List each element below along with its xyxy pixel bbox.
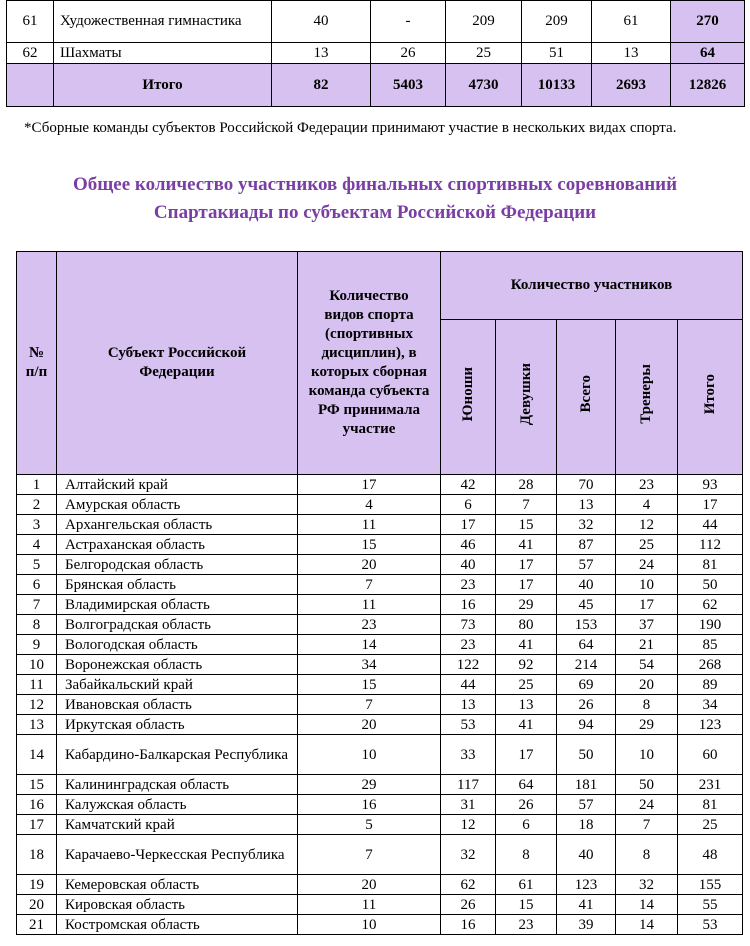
- coaches-count: 10: [616, 575, 678, 595]
- sports-count: 23: [298, 615, 441, 635]
- sports-count: 34: [298, 655, 441, 675]
- all-count: 41: [557, 895, 616, 915]
- all-count: 18: [557, 815, 616, 835]
- total-count: 155: [678, 875, 743, 895]
- girls-count: 23: [496, 915, 557, 935]
- table-row: [17, 595, 743, 615]
- region-name: Белгородская область: [57, 555, 298, 575]
- total-count: 55: [678, 895, 743, 915]
- sports-count: 16: [298, 795, 441, 815]
- header-boys-label: Юноши: [459, 366, 476, 422]
- total-count: 268: [678, 655, 743, 675]
- girls-count: 80: [496, 615, 557, 635]
- row-number: 62: [7, 43, 54, 64]
- total-count: 93: [678, 475, 743, 495]
- row-number: 18: [17, 835, 57, 875]
- coaches-count: 23: [616, 475, 678, 495]
- coaches-count: 14: [616, 915, 678, 935]
- sports-count: 15: [298, 675, 441, 695]
- value-cell: 40: [272, 1, 371, 43]
- table-row: [17, 675, 743, 695]
- girls-count: 6: [496, 815, 557, 835]
- row-number: 7: [17, 595, 57, 615]
- all-count: 70: [557, 475, 616, 495]
- coaches-count: 54: [616, 655, 678, 675]
- coaches-count: 7: [616, 815, 678, 835]
- boys-count: 40: [441, 555, 496, 575]
- table-row: [17, 555, 743, 575]
- row-number: 5: [17, 555, 57, 575]
- sports-count: 20: [298, 555, 441, 575]
- boys-count: 16: [441, 595, 496, 615]
- boys-count: 46: [441, 535, 496, 555]
- row-number: 11: [17, 675, 57, 695]
- total-count: 60: [678, 735, 743, 775]
- row-number: 20: [17, 895, 57, 915]
- value-cell: 13: [272, 43, 371, 64]
- coaches-count: 14: [616, 895, 678, 915]
- grand-total: 12826: [671, 64, 745, 107]
- table-row: [7, 43, 745, 64]
- coaches-count: 8: [616, 835, 678, 875]
- sports-count: 20: [298, 875, 441, 895]
- coaches-count: 20: [616, 675, 678, 695]
- total-count: 112: [678, 535, 743, 555]
- row-number: 17: [17, 815, 57, 835]
- boys-count: 16: [441, 915, 496, 935]
- total-row-blank: [7, 64, 54, 107]
- all-count: 40: [557, 575, 616, 595]
- row-number: 6: [17, 575, 57, 595]
- region-name: Владимирская область: [57, 595, 298, 615]
- total-value: 4730: [446, 64, 522, 107]
- boys-count: 23: [441, 635, 496, 655]
- boys-count: 44: [441, 675, 496, 695]
- sports-count: 5: [298, 815, 441, 835]
- table-row: [7, 1, 745, 43]
- all-count: 153: [557, 615, 616, 635]
- row-number: 21: [17, 915, 57, 935]
- coaches-count: 21: [616, 635, 678, 655]
- row-number: 19: [17, 875, 57, 895]
- row-number: 8: [17, 615, 57, 635]
- boys-count: 73: [441, 615, 496, 635]
- girls-count: 64: [496, 775, 557, 795]
- region-name: Воронежская область: [57, 655, 298, 675]
- region-name: Алтайский край: [57, 475, 298, 495]
- boys-count: 117: [441, 775, 496, 795]
- total-count: 81: [678, 555, 743, 575]
- boys-count: 17: [441, 515, 496, 535]
- sport-name: Шахматы: [54, 43, 272, 64]
- region-name: Ивановская область: [57, 695, 298, 715]
- all-count: 40: [557, 835, 616, 875]
- value-cell: 61: [592, 1, 671, 43]
- coaches-count: 32: [616, 875, 678, 895]
- header-coaches-label: Тренеры: [638, 364, 654, 424]
- girls-count: 41: [496, 535, 557, 555]
- all-count: 123: [557, 875, 616, 895]
- girls-count: 61: [496, 875, 557, 895]
- header-sports-count: Количество видов спорта (спортивных дисциплин), в которых сборная команда субъекта РФ принимала участие: [298, 252, 441, 475]
- participants-by-region-table: [16, 251, 743, 935]
- header-num: № п/п: [17, 252, 57, 475]
- row-number: 61: [7, 1, 54, 43]
- region-name: Волгоградская область: [57, 615, 298, 635]
- all-count: 181: [557, 775, 616, 795]
- girls-count: 8: [496, 835, 557, 875]
- girls-count: 17: [496, 575, 557, 595]
- all-count: 69: [557, 675, 616, 695]
- coaches-count: 37: [616, 615, 678, 635]
- total-count: 34: [678, 695, 743, 715]
- boys-count: 42: [441, 475, 496, 495]
- table-row: [17, 775, 743, 795]
- value-cell: 51: [522, 43, 592, 64]
- table-row: [17, 835, 743, 875]
- region-name: Калужская область: [57, 795, 298, 815]
- sport-name: Художественная гимнастика: [54, 1, 272, 43]
- all-count: 87: [557, 535, 616, 555]
- girls-count: 26: [496, 795, 557, 815]
- value-cell: 25: [446, 43, 522, 64]
- row-number: 3: [17, 515, 57, 535]
- sports-count: 10: [298, 915, 441, 935]
- value-cell: 209: [522, 1, 592, 43]
- boys-count: 6: [441, 495, 496, 515]
- total-count: 190: [678, 615, 743, 635]
- sports-count: 20: [298, 715, 441, 735]
- sports-count: 17: [298, 475, 441, 495]
- total-value: 10133: [522, 64, 592, 107]
- coaches-count: 24: [616, 555, 678, 575]
- total-value: 82: [272, 64, 371, 107]
- header-subject: Субъект Российской Федерации: [57, 252, 298, 475]
- all-count: 50: [557, 735, 616, 775]
- table-row: [17, 795, 743, 815]
- row-number: 16: [17, 795, 57, 815]
- row-number: 10: [17, 655, 57, 675]
- table-row: [17, 695, 743, 715]
- row-number: 12: [17, 695, 57, 715]
- all-count: 26: [557, 695, 616, 715]
- total-value: 2693: [592, 64, 671, 107]
- region-name: Забайкальский край: [57, 675, 298, 695]
- table-row: [17, 915, 743, 935]
- sports-count: 11: [298, 595, 441, 615]
- boys-count: 31: [441, 795, 496, 815]
- all-count: 57: [557, 795, 616, 815]
- table-row: [17, 515, 743, 535]
- total-count: 85: [678, 635, 743, 655]
- coaches-count: 4: [616, 495, 678, 515]
- boys-count: 62: [441, 875, 496, 895]
- table-row: [17, 575, 743, 595]
- total-cell: 64: [671, 43, 745, 64]
- header-total: [678, 320, 743, 475]
- table-row: [17, 655, 743, 675]
- sports-count: 14: [298, 635, 441, 655]
- total-row: [7, 64, 745, 107]
- value-cell: -: [371, 1, 446, 43]
- region-name: Костромская область: [57, 915, 298, 935]
- region-name: Кировская область: [57, 895, 298, 915]
- header-boys: [441, 320, 496, 475]
- table-row: [17, 815, 743, 835]
- row-number: 2: [17, 495, 57, 515]
- sports-count: 29: [298, 775, 441, 795]
- total-count: 231: [678, 775, 743, 795]
- total-count: 44: [678, 515, 743, 535]
- header-girls: [496, 320, 557, 475]
- all-count: 64: [557, 635, 616, 655]
- row-number: 15: [17, 775, 57, 795]
- value-cell: 13: [592, 43, 671, 64]
- table-row: [17, 635, 743, 655]
- coaches-count: 8: [616, 695, 678, 715]
- region-name: Архангельская область: [57, 515, 298, 535]
- sports-count: 7: [298, 835, 441, 875]
- header-all: [557, 320, 616, 475]
- header-participants-group: Количество участников: [441, 252, 743, 320]
- all-count: 32: [557, 515, 616, 535]
- girls-count: 15: [496, 895, 557, 915]
- girls-count: 41: [496, 635, 557, 655]
- boys-count: 13: [441, 695, 496, 715]
- sports-summary-table: [6, 0, 745, 107]
- region-name: Кемеровская область: [57, 875, 298, 895]
- all-count: 45: [557, 595, 616, 615]
- total-count: 53: [678, 915, 743, 935]
- section-title-line-1: Общее количество участников финальных спортивных соревнований: [72, 174, 678, 195]
- region-name: Карачаево-Черкесская Республика: [57, 835, 298, 875]
- boys-count: 12: [441, 815, 496, 835]
- boys-count: 23: [441, 575, 496, 595]
- girls-count: 7: [496, 495, 557, 515]
- row-number: 14: [17, 735, 57, 775]
- sports-count: 10: [298, 735, 441, 775]
- sports-count: 11: [298, 515, 441, 535]
- boys-count: 53: [441, 715, 496, 735]
- total-label: Итого: [54, 64, 272, 107]
- sports-count: 11: [298, 895, 441, 915]
- all-count: 13: [557, 495, 616, 515]
- boys-count: 33: [441, 735, 496, 775]
- coaches-count: 24: [616, 795, 678, 815]
- girls-count: 17: [496, 555, 557, 575]
- header-girls-label: Девушки: [517, 362, 534, 426]
- girls-count: 41: [496, 715, 557, 735]
- coaches-count: 12: [616, 515, 678, 535]
- coaches-count: 25: [616, 535, 678, 555]
- girls-count: 92: [496, 655, 557, 675]
- section-title-line-2: Спартакиады по субъектам Российской Федерации: [153, 202, 597, 223]
- girls-count: 28: [496, 475, 557, 495]
- sports-count: 7: [298, 695, 441, 715]
- girls-count: 15: [496, 515, 557, 535]
- row-number: 13: [17, 715, 57, 735]
- sports-count: 15: [298, 535, 441, 555]
- sports-count: 7: [298, 575, 441, 595]
- total-count: 17: [678, 495, 743, 515]
- total-count: 50: [678, 575, 743, 595]
- region-name: Иркутская область: [57, 715, 298, 735]
- table-row: [17, 535, 743, 555]
- girls-count: 29: [496, 595, 557, 615]
- header-total-label: Итого: [701, 373, 718, 415]
- all-count: 214: [557, 655, 616, 675]
- total-cell: 270: [671, 1, 745, 43]
- all-count: 57: [557, 555, 616, 575]
- coaches-count: 17: [616, 595, 678, 615]
- row-number: 1: [17, 475, 57, 495]
- total-count: 81: [678, 795, 743, 815]
- girls-count: 25: [496, 675, 557, 695]
- coaches-count: 50: [616, 775, 678, 795]
- header-all-label: Всего: [577, 375, 594, 413]
- total-count: 123: [678, 715, 743, 735]
- table-row: [17, 895, 743, 915]
- girls-count: 17: [496, 735, 557, 775]
- total-count: 25: [678, 815, 743, 835]
- value-cell: 209: [446, 1, 522, 43]
- table-row: [17, 475, 743, 495]
- all-count: 94: [557, 715, 616, 735]
- region-name: Кабардино-Балкарская Республика: [57, 735, 298, 775]
- table-row: [17, 715, 743, 735]
- table-row: [17, 495, 743, 515]
- region-name: Вологодская область: [57, 635, 298, 655]
- sports-count: 4: [298, 495, 441, 515]
- table-row: [17, 875, 743, 895]
- region-name: Амурская область: [57, 495, 298, 515]
- header-coaches: [616, 320, 678, 475]
- footnote: *Сборные команды субъектов Российской Федерации принимают участие в нескольких видах спорта.: [24, 120, 677, 136]
- region-name: Астраханская область: [57, 535, 298, 555]
- all-count: 39: [557, 915, 616, 935]
- total-count: 62: [678, 595, 743, 615]
- table-row: [17, 735, 743, 775]
- row-number: 9: [17, 635, 57, 655]
- total-count: 48: [678, 835, 743, 875]
- value-cell: 26: [371, 43, 446, 64]
- boys-count: 122: [441, 655, 496, 675]
- section-title: [0, 171, 750, 227]
- boys-count: 32: [441, 835, 496, 875]
- table-row: [17, 615, 743, 635]
- boys-count: 26: [441, 895, 496, 915]
- coaches-count: 10: [616, 735, 678, 775]
- region-name: Брянская область: [57, 575, 298, 595]
- region-name: Камчатский край: [57, 815, 298, 835]
- row-number: 4: [17, 535, 57, 555]
- coaches-count: 29: [616, 715, 678, 735]
- total-value: 5403: [371, 64, 446, 107]
- region-name: Калининградская область: [57, 775, 298, 795]
- girls-count: 13: [496, 695, 557, 715]
- total-count: 89: [678, 675, 743, 695]
